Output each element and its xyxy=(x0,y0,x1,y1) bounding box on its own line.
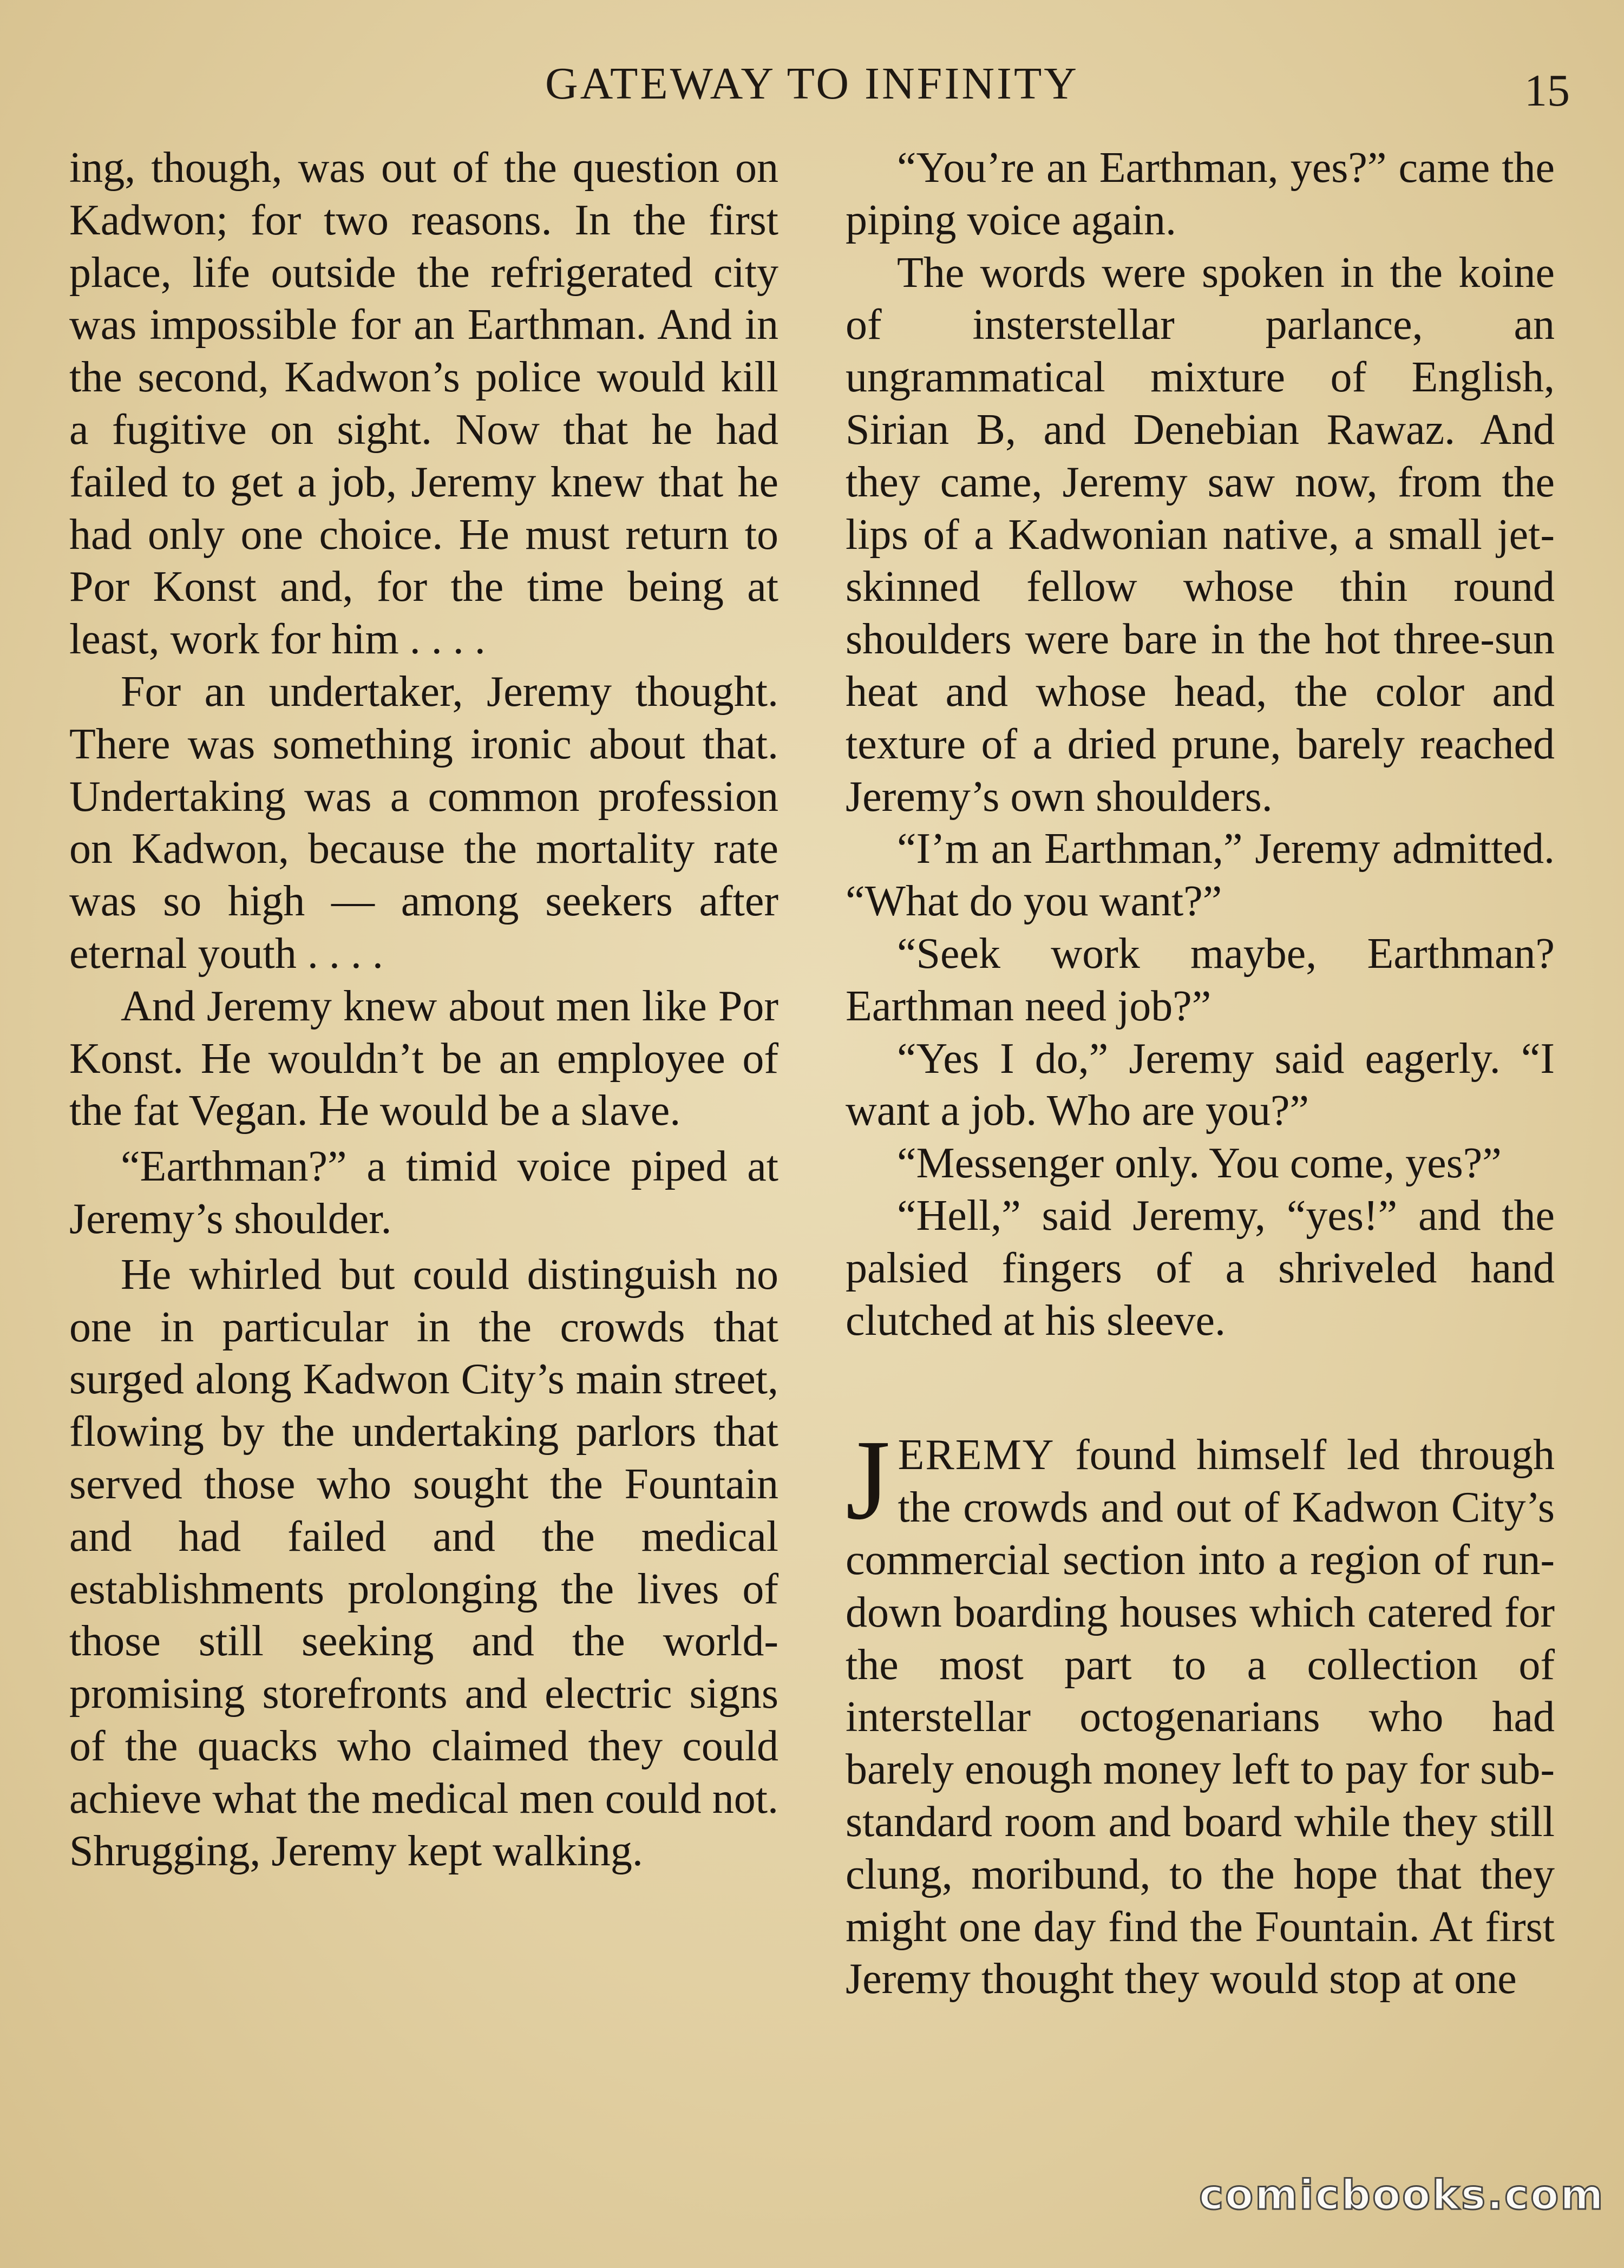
left-column xyxy=(69,142,778,1877)
paragraph: ing, though, was out of the question on Kadwon; for two reasons. In the first place, life outside the refrigerated city was impossible for an Earthman. And in the second, Kadwon’s police would kill a fugitive on sight. Now that he had failed to get a job, Jeremy knew that he had only one choice. He must return to Por Konst and, for the time being at least, work for him . . . . xyxy=(69,144,778,664)
paragraph: The words were spoken in the koine of insterstellar parlance, an ungrammatical mixture of English, Sirian B, and Denebian Rawaz. And they came, Jeremy saw now, from the lips of a Kadwonian native, a small jet-skinned fellow whose thin round shoulders were bare in the hot three-sun heat and whose head, the color and texture of a dried prune, barely reached Jeremy’s own shoulders. xyxy=(846,248,1555,821)
paragraph: “Earthman?” a timid voice piped at Jeremy’s shoulder. xyxy=(69,1143,778,1243)
paragraph: And Jeremy knew about men like Por Konst. He wouldn’t be an employee of the fat Vegan. He would be a slave. xyxy=(69,982,778,1135)
paragraph: “Messenger only. You come, yes?” xyxy=(897,1139,1502,1188)
drop-cap: J xyxy=(846,1416,890,1544)
paragraph: “You’re an Earthman, yes?” came the piping voice again. xyxy=(846,144,1555,244)
section-lead-word: EREMY xyxy=(898,1431,1055,1479)
paragraph: “Seek work maybe, Earthman? Earthman need job?” xyxy=(846,929,1555,1030)
watermark-logo: comicbooks.com xyxy=(1199,2171,1605,2219)
paragraph: “I’m an Earthman,” Jeremy admitted. “What do you want?” xyxy=(846,825,1555,926)
section-text: found himself led through the crowds and out of Kadwon City’s commercial section into a region of run-down boarding houses which catered for the most part to a collection of interstellar octogenarians who had barely enough money left to pay for sub-standard room and board while they still clung, moribund, to the hope that they might one day find the Fountain. At first Jeremy thought they would stop at one xyxy=(846,1431,1555,2003)
right-column xyxy=(846,142,1555,2005)
paragraph: He whirled but could distinguish no one in particular in the crowds that surged along Kadwon City’s main street, flowing by the undertaking parlors that served those who sought the Fountain and had failed and the medical establishments prolonging the lives of those still seeking and the world-promising storefronts and electric signs of the quacks who claimed they could achieve what the medical men could not. Shrugging, Jeremy kept walking. xyxy=(69,1250,778,1875)
section-paragraph xyxy=(846,1416,1555,2005)
paragraph: For an undertaker, Jeremy thought. There was something ironic about that. Undertaking was a common profession on Kadwon, because the mortality rate was so high — among seekers after eternal youth . . . . xyxy=(69,667,778,978)
running-title: GATEWAY TO INFINITY xyxy=(545,58,1079,109)
paragraph: “Yes I do,” Jeremy said eagerly. “I want a job. Who are you?” xyxy=(846,1034,1555,1135)
page-number: 15 xyxy=(1524,65,1570,116)
paragraph: “Hell,” said Jeremy, “yes!” and the palsied fingers of a shriveled hand clutched at his sleeve. xyxy=(846,1191,1555,1345)
